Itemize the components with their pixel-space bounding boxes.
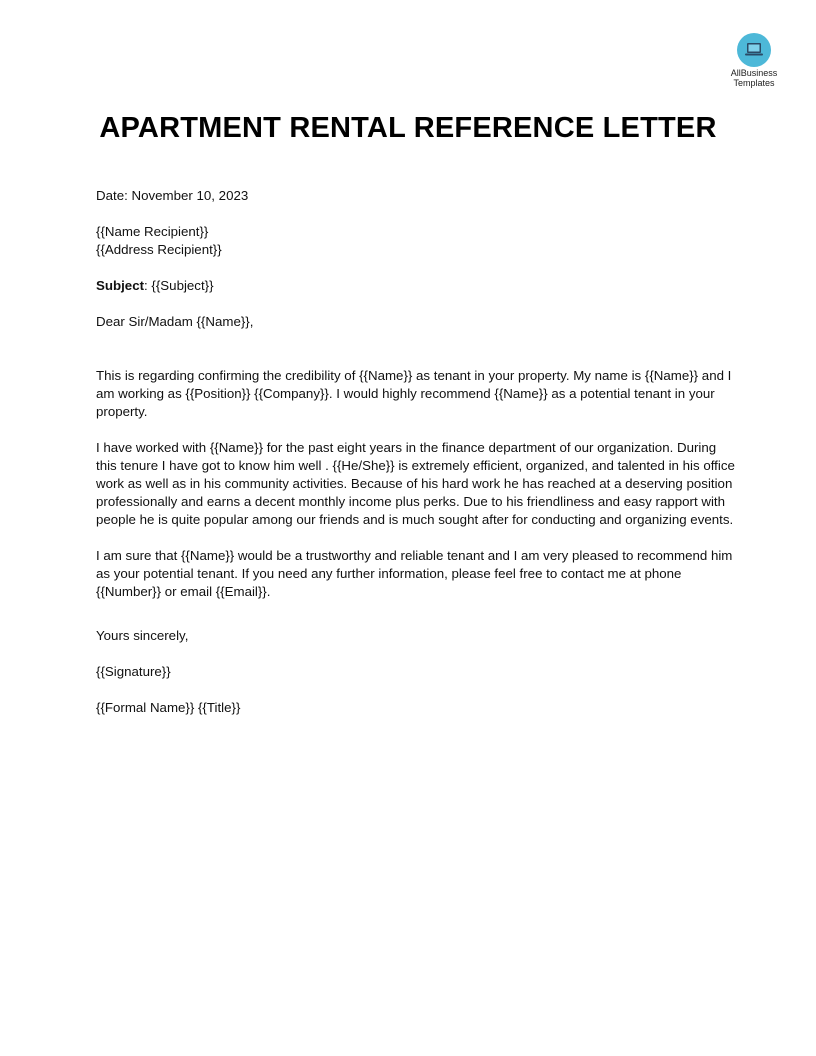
logo-line-1: AllBusiness (730, 68, 778, 78)
laptop-icon (737, 33, 771, 67)
allbusiness-templates-logo (722, 33, 786, 88)
logo-line-2: Templates (733, 78, 775, 88)
paragraph-2: I have worked with {{Name}} for the past eight years in the finance department of our organization. During this tenure I have got to know him well . {{He/She}} is extremely efficient, organized, and talented in his office work as well as in his community activities. Because of his hard work he has reached at a deserving position professionally and earns a decent monthly income plus perks. Due to his friendliness and easy rapport with people he is quite popular among our friends and is much sought after for conducting and organizing events. (96, 440, 735, 527)
letter-body (96, 187, 736, 717)
closing: Yours sincerely, (96, 628, 189, 643)
recipient-name: {{Name Recipient}} (96, 224, 209, 239)
document-title: APARTMENT RENTAL REFERENCE LETTER (99, 112, 717, 144)
formal-name: {{Formal Name}} {{Title}} (96, 700, 241, 715)
subject-value: : {{Subject}} (144, 278, 214, 293)
salutation: Dear Sir/Madam {{Name}}, (96, 314, 254, 329)
recipient-address: {{Address Recipient}} (96, 242, 222, 257)
paragraph-1: This is regarding confirming the credibility of {{Name}} as tenant in your property. My name is {{Name}} and I am working as {{Position}} {{Company}}. I would highly recommend {{Name}} as a potential tenant in your property. (96, 368, 732, 419)
letter-date: Date: November 10, 2023 (96, 188, 249, 203)
signature-placeholder: {{Signature}} (96, 664, 171, 679)
subject-label: Subject (96, 278, 145, 293)
subject-line (96, 277, 736, 295)
paragraph-3: I am sure that {{Name}} would be a trustworthy and reliable tenant and I am very pleased to recommend him as your potential tenant. If you need any further information, please feel free to contact me at phone {{Number}} or email {{Email}}. (96, 548, 733, 599)
logo-text (722, 68, 786, 88)
